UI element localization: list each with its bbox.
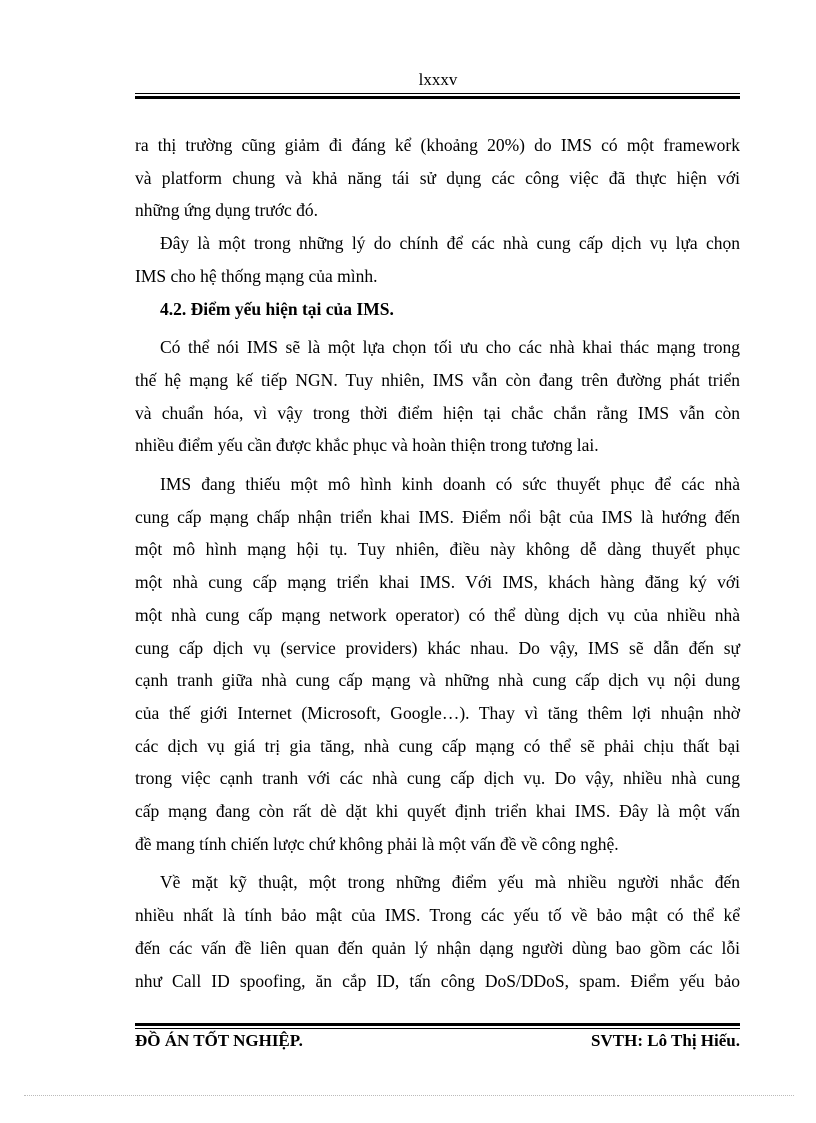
paragraph-4 bbox=[135, 468, 740, 860]
text-line: trong việc cạnh tranh với các nhà cung cấp dịch vụ. Do vậy, nhiều nhà cung bbox=[135, 768, 740, 789]
footer-left: ĐỒ ÁN TỐT NGHIỆP. bbox=[135, 1031, 303, 1050]
text-line: và chuẩn hóa, vì vậy trong thời điểm hiện tại chắc chắn rằng IMS vẫn còn bbox=[135, 402, 740, 423]
text-line: như Call ID spoofing, ăn cắp ID, tấn công DoS/DDoS, spam. Điểm yếu bảo bbox=[135, 970, 740, 991]
text-line: cung cấp mạng chấp nhận triển khai IMS. Điểm nổi bật của IMS là hướng đến bbox=[135, 506, 740, 527]
text-line: cạnh tranh giữa nhà cung cấp mạng và những nhà cung cấp dịch vụ nội dung bbox=[135, 670, 740, 691]
text-line: Đây là một trong những lý do chính để các nhà cung cấp dịch vụ lựa chọn bbox=[160, 233, 740, 254]
text-line: thế hệ mạng kế tiếp NGN. Tuy nhiên, IMS vẫn còn đang trên đường phát triển bbox=[135, 369, 740, 390]
paragraph-5 bbox=[135, 866, 740, 997]
header-rule-thick bbox=[135, 96, 740, 99]
text-line: đề mang tính chiến lược chứ không phải là một vấn đề về công nghệ. bbox=[135, 833, 619, 854]
header-rule-thin bbox=[135, 93, 740, 94]
text-line: nhiều nhất là tính bảo mật của IMS. Trong các yếu tố về bảo mật có thể kể bbox=[135, 905, 740, 926]
footer-rule-thick bbox=[135, 1023, 740, 1026]
text-line: những ứng dụng trước đó. bbox=[135, 200, 319, 221]
text-line: IMS cho hệ thống mạng của mình. bbox=[135, 265, 378, 286]
page-footer bbox=[135, 1031, 740, 1051]
paragraph-1 bbox=[135, 129, 740, 227]
text-line: và platform chung và khả năng tái sử dụng các công việc đã thực hiện với bbox=[135, 167, 740, 188]
text-line: IMS đang thiếu một mô hình kinh doanh có sức thuyết phục để các nhà bbox=[160, 474, 740, 495]
paragraph-3 bbox=[135, 331, 740, 462]
text-line: Về mặt kỹ thuật, một trong những điểm yếu mà nhiều người nhắc đến bbox=[160, 872, 740, 893]
footer-right: SVTH: Lô Thị Hiếu. bbox=[591, 1031, 740, 1050]
text-line: các dịch vụ giá trị gia tăng, nhà cung cấp mạng có thể sẽ phải chịu thất bại bbox=[135, 735, 740, 756]
text-line: ra thị trường cũng giảm đi đáng kể (khoảng 20%) do IMS có một framework bbox=[135, 135, 740, 155]
page-number: lxxxv bbox=[418, 70, 458, 89]
page-boundary bbox=[24, 1095, 794, 1096]
text-line: Có thể nói IMS sẽ là một lựa chọn tối ưu cho các nhà khai thác mạng trong bbox=[160, 337, 740, 358]
text-line: một nhà cung cấp mạng triển khai IMS. Với IMS, khách hàng đăng ký với bbox=[135, 572, 740, 593]
text-line: một nhà cung cấp mạng network operator) có thể dùng dịch vụ của nhiều nhà bbox=[135, 604, 740, 625]
footer-rule-thin bbox=[135, 1028, 740, 1029]
text-line: cung cấp dịch vụ (service providers) khác nhau. Do vậy, IMS sẽ dẫn đến sự bbox=[135, 637, 740, 658]
paragraph-2 bbox=[135, 227, 740, 292]
text-line: cấp mạng đang còn rất dè dặt khi quyết định triển khai IMS. Đây là một vấn bbox=[135, 801, 740, 822]
text-line: đến các vấn đề liên quan đến quản lý nhận dạng người dùng bao gồm các lỗi bbox=[135, 937, 740, 958]
text-line: một mô hình mạng hội tụ. Tuy nhiên, điều này không dễ dàng thuyết phục bbox=[135, 539, 740, 560]
text-line: nhiều điểm yếu cần được khắc phục và hoàn thiện trong tương lai. bbox=[135, 435, 599, 456]
section-heading: 4.2. Điểm yếu hiện tại của IMS. bbox=[160, 298, 394, 319]
text-line: của thế giới Internet (Microsoft, Google…). Thay vì tăng thêm lợi nhuận nhờ bbox=[135, 702, 740, 723]
document-body bbox=[135, 129, 740, 997]
